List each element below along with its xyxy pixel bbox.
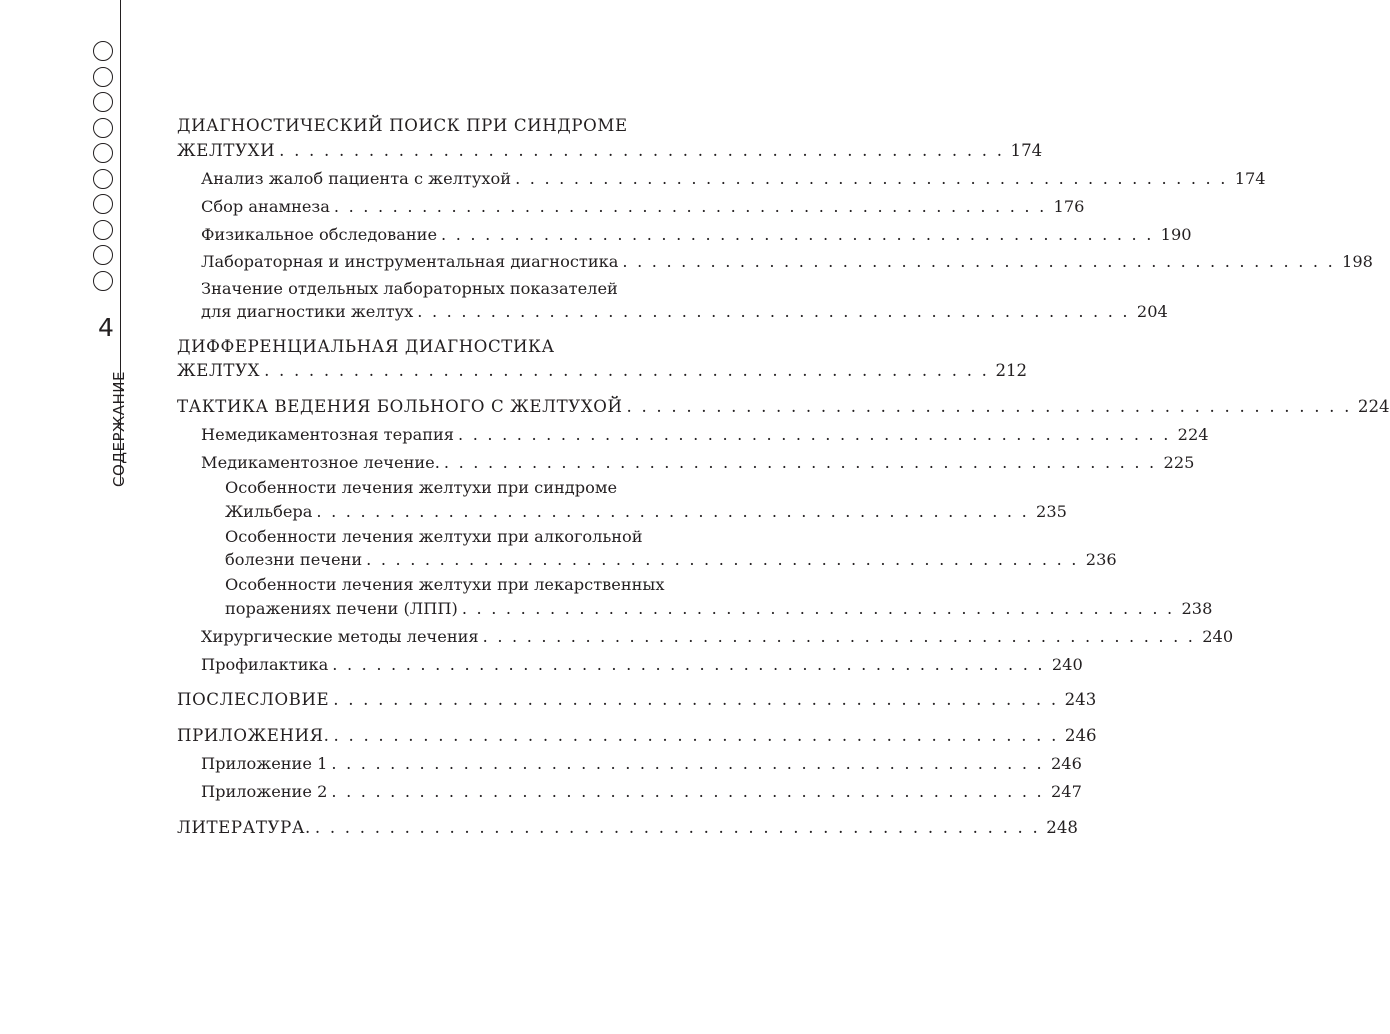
toc-page-number: 190 [1160,225,1192,244]
page-number: 4 [98,313,114,342]
toc-page-number: 174 [1010,141,1043,160]
circle-icon [93,169,113,189]
toc-page-number: 204 [1136,302,1168,321]
dot-leader: . . . . . . . . . . . . . . . . . . . . . . . . . . . . . . . . . . . . . . . . . . . . . . . . . [333,197,1047,216]
toc-entry-lab-values-line1[interactable]: Значение отдельных лабораторных показателей [201,279,618,298]
toc-entry-text: Физикальное обследование [201,225,438,244]
toc-page-number: 246 [1051,754,1082,773]
toc-heading-afterword[interactable] [177,686,1097,714]
toc-entry-anamnesis[interactable] [201,193,1085,221]
toc-sub-drug-induced-line1[interactable]: Особенности лечения желтухи при лекарственных [225,575,665,594]
toc-entry-text: Жильбера [225,502,313,521]
toc-entry-text: поражениях печени (ЛПП) [225,599,458,618]
toc-entry-appendix-2[interactable] [201,778,1082,806]
toc-entry-lab-values[interactable] [201,298,1168,326]
dot-leader: . . . . . . . . . . . . . . . . . . . . . . . . . . . . . . . . . . . . . . . . . . . . . . . . . [626,397,1352,416]
dot-leader: . . . . . . . . . . . . . . . . . . . . . . . . . . . . . . . . . . . . . . . . . . . . . . . . . [314,818,1040,837]
toc-sub-gilbert-line1[interactable]: Особенности лечения желтухи при синдроме [225,478,618,497]
dot-leader: . . . . . . . . . . . . . . . . . . . . . . . . . . . . . . . . . . . . . . . . . . . . . . . . . [331,782,1044,801]
toc-entry-text: Сбор анамнеза [201,197,330,216]
toc-sub-alcoholic-line1[interactable]: Особенности лечения желтухи при алкогольной [225,527,643,546]
toc-page-number: 236 [1085,550,1117,569]
toc-entry-drug-treatment[interactable] [201,449,1195,477]
toc-heading-diagnostic-line1[interactable]: ДИАГНОСТИЧЕСКИЙ ПОИСК ПРИ СИНДРОМЕ [177,116,628,135]
toc-page-number: 248 [1046,818,1078,837]
toc-entry-text: ЖЕЛТУХ [177,361,261,380]
dot-leader: . . . . . . . . . . . . . . . . . . . . . . . . . . . . . . . . . . . . . . . . . . . . . . . . . [441,225,1154,244]
toc-entry-text: ЖЕЛТУХИ [177,141,276,160]
circle-icon [93,245,113,265]
dot-leader: . . . . . . . . . . . . . . . . . . . . . . . . . . . . . . . . . . . . . . . . . . . . . . . . . [366,550,1079,569]
toc-page-number: 247 [1051,782,1082,801]
toc-entry-text: Немедикаментозная терапия [201,425,455,444]
dot-leader: . . . . . . . . . . . . . . . . . . . . . . . . . . . . . . . . . . . . . . . . . . . . . . . . . [515,169,1228,188]
dot-leader: . . . . . . . . . . . . . . . . . . . . . . . . . . . . . . . . . . . . . . . . . . . . . . . . . [417,302,1130,321]
dot-leader: . . . . . . . . . . . . . . . . . . . . . . . . . . . . . . . . . . . . . . . . . . . . . . . . . [458,425,1171,444]
circle-icon [93,41,113,61]
dot-leader: . . . . . . . . . . . . . . . . . . . . . . . . . . . . . . . . . . . . . . . . . . . . . . . . . [622,252,1335,271]
toc-sub-drug-induced[interactable] [225,595,1213,623]
toc-page-number: 224 [1357,397,1390,416]
toc-entry-text: Профилактика [201,655,329,674]
toc-page-number: 240 [1051,655,1083,674]
toc-entry-text: ПОСЛЕСЛОВИЕ [177,690,330,709]
toc-entry-text: Приложение 2 [201,782,328,801]
dot-leader: . . . . . . . . . . . . . . . . . . . . . . . . . . . . . . . . . . . . . . . . . . . . . . . . . [461,599,1175,618]
toc-entry-appendix-1[interactable] [201,750,1082,778]
dot-leader: . . . . . . . . . . . . . . . . . . . . . . . . . . . . . . . . . . . . . . . . . . . . . . . . . [279,141,1005,160]
toc-page-number: 212 [995,361,1028,380]
circle-icon [93,220,113,240]
toc-entry-non-drug-therapy[interactable] [201,421,1209,449]
dot-leader: . . . . . . . . . . . . . . . . . . . . . . . . . . . . . . . . . . . . . . . . . . . . . . . . . [331,754,1044,773]
toc-heading-differential[interactable] [177,357,1028,385]
toc-heading-tactics[interactable] [177,393,1390,421]
toc-entry-text: Приложение 1 [201,754,328,773]
toc-page-number: 235 [1036,502,1067,521]
toc-page-number: 176 [1053,197,1085,216]
circle-icon [93,118,113,138]
toc-entry-text: ПРИЛОЖЕНИЯ. [177,726,330,745]
toc-entry-prevention[interactable] [201,651,1083,679]
toc-page-number: 238 [1181,599,1213,618]
toc-entry-surgical[interactable] [201,623,1234,651]
dot-leader: . . . . . . . . . . . . . . . . . . . . . . . . . . . . . . . . . . . . . . . . . . . . . . . . . [264,361,990,380]
circle-icon [93,92,113,112]
toc-entry-text: Лабораторная и инструментальная диагностика [201,252,619,271]
circle-icon [93,271,113,291]
section-label: СОДЕРЖАНИЕ [110,371,128,487]
toc-entry-physical-exam[interactable] [201,221,1192,249]
toc-heading-appendices[interactable] [177,722,1097,750]
circle-icon [93,143,113,163]
toc-heading-differential-line1[interactable]: ДИФФЕРЕНЦИАЛЬНАЯ ДИАГНОСТИКА [177,337,555,356]
dot-leader: . . . . . . . . . . . . . . . . . . . . . . . . . . . . . . . . . . . . . . . . . . . . . . . . . [482,627,1196,646]
dot-leader: . . . . . . . . . . . . . . . . . . . . . . . . . . . . . . . . . . . . . . . . . . . . . . . . . [316,502,1029,521]
circle-icon [93,67,113,87]
toc-entry-text: ТАКТИКА ВЕДЕНИЯ БОЛЬНОГО С ЖЕЛТУХОЙ [177,397,623,416]
dot-leader: . . . . . . . . . . . . . . . . . . . . . . . . . . . . . . . . . . . . . . . . . . . . . . . . . [443,453,1157,472]
toc-page-number: 246 [1064,726,1097,745]
toc-entry-text: болезни печени [225,550,363,569]
toc-heading-literature[interactable] [177,814,1078,842]
toc-sub-alcoholic[interactable] [225,546,1117,574]
toc-heading-diagnostic[interactable] [177,137,1043,165]
toc-entry-complaints[interactable] [201,165,1266,193]
toc-page-number: 225 [1163,453,1195,472]
toc-entry-lab-diagnostics[interactable] [201,248,1373,276]
circle-icon [93,194,113,214]
dot-leader: . . . . . . . . . . . . . . . . . . . . . . . . . . . . . . . . . . . . . . . . . . . . . . . . . [333,690,1059,709]
toc-sub-gilbert[interactable] [225,498,1067,526]
toc-page-number: 224 [1177,425,1209,444]
toc-entry-text: Анализ жалоб пациента с желтухой [201,169,512,188]
toc-entry-text: Хирургические методы лечения [201,627,479,646]
toc-page-number: 174 [1234,169,1266,188]
dot-leader: . . . . . . . . . . . . . . . . . . . . . . . . . . . . . . . . . . . . . . . . . . . . . . . . . [332,655,1045,674]
toc-page-number: 198 [1342,252,1373,271]
toc-page-number: 240 [1202,627,1234,646]
toc-entry-text: для диагностики желтух [201,302,414,321]
dot-leader: . . . . . . . . . . . . . . . . . . . . . . . . . . . . . . . . . . . . . . . . . . . . . . . . . [333,726,1059,745]
toc-entry-text: Медикаментозное лечение. [201,453,440,472]
toc-page-number: 243 [1064,690,1097,709]
toc-entry-text: ЛИТЕРАТУРА. [177,818,311,837]
